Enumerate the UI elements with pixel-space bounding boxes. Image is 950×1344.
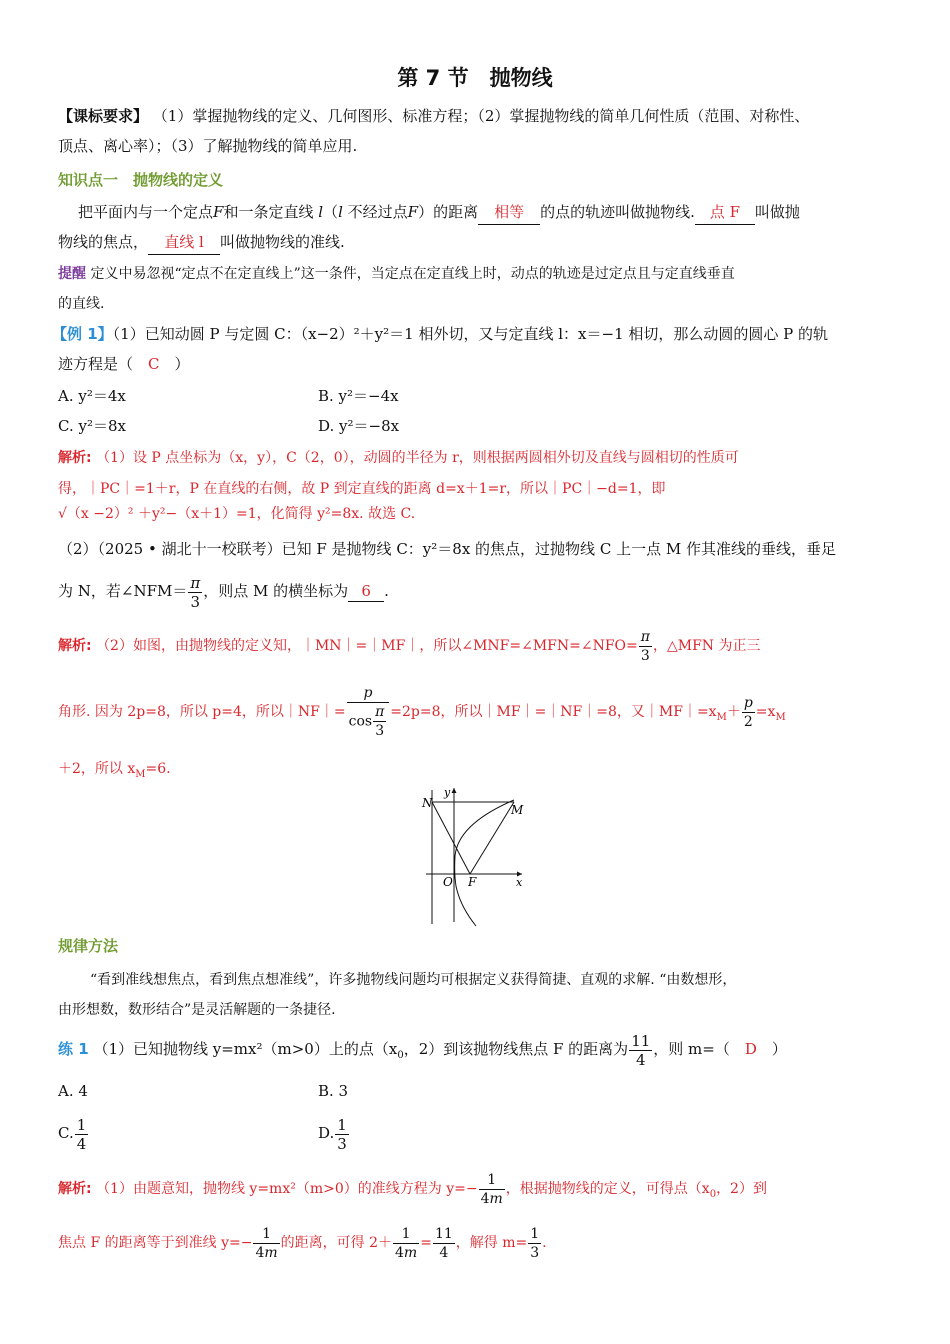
solution1-line-1 [58,446,739,470]
solution-text: ，根据抛物线的定义，可得点（x [505,1181,710,1197]
example1-q2-line-1: （2）（2025 • 湖北十一校联考）已知 F 是抛物线 C：y²＝8x 的焦点，过抛物线 C 上一点 M 作其准线的垂线，垂足 [58,540,836,558]
fraction-1-over-4m: $\frac{1}{4m}$ [480,1171,503,1207]
fraction-1-over-4: $\frac{1}{4}$ [76,1115,87,1153]
solution-text: 的距离，可得 2＋ [280,1235,392,1251]
requirements-line-1 [58,104,809,128]
fraction-1-over-4m: $\frac{1}{4m}$ [395,1225,418,1261]
page-title: 第 7 节 抛物线 [397,66,553,90]
practice-option-a: A. 4 [58,1082,88,1100]
parabola-curve [455,800,514,926]
q2-text: 为 N，若∠NFM＝ [58,582,188,600]
solution2-line-1 [58,625,760,667]
fraction-11-over-4: $\frac{11}{4}$ [631,1031,651,1069]
practice1-question: 练 1 （1）已知抛物线 y=mx²（m>0）上的点（$x_0$，2）到该抛物线焦点 F 的距离为 $\frac{11}{4}$ ，则 m=（ D ） [58,1031,787,1069]
solution-text: ，2）到 [716,1181,767,1197]
practice-option-b: B. 3 [318,1082,349,1100]
example-text: ） [159,355,190,373]
blank-answer-2: 点 F [695,200,755,225]
solution-text: = [420,1235,432,1251]
practice-option-d [318,1112,350,1154]
solution-text: =x [755,704,776,720]
solution-text: ，△MFN 为正三 [652,638,761,654]
label-f: F [468,875,477,889]
option-b: B. y²＝−4x [318,387,399,405]
solution1-line-2: 得，｜PC｜=1＋r，P 在直线的右侧，故 P 到定直线的距离 d=x＋1=r，所以｜PC｜−d=1，即 [58,481,666,497]
definition-line-2 [58,230,345,255]
label-n: N [422,796,433,810]
solution-text: （2）如图，由抛物线的定义知，｜MN｜=｜MF｜，所以∠MNF=∠MFN=∠NFO= [96,638,638,654]
solution-label: 解析: [58,450,92,466]
definition-line-1: 把平面内与一个定点F和一条定直线 l（l 不经过点F）的距离 相等 的点的轨迹叫做抛物线. 点 F 叫做抛 [78,200,800,225]
option-c: C. y²＝8x [58,417,126,435]
def-text: 叫做抛物线的准线. [220,233,345,251]
example-text: 迹方程是（ [58,355,149,373]
example-answer: C [148,355,160,373]
tip-text-1: 定义中易忽视“定点不在定直线上”这一条件，当定点在定直线上时，动点的轨迹是过定点且与定直线垂直 [90,266,735,282]
option-a: A. y²＝4x [58,387,126,405]
practice-text: ） [756,1040,787,1058]
fraction-1-over-3: $\frac{1}{3}$ [530,1225,540,1261]
practice-solution-line-1: 解析: （1）由题意知，抛物线 y=mx²（m>0）的准线方程为 y=− $\frac{1}{4m}$ ，根据抛物线的定义，可得点（$x_0$，2）到 [58,1171,767,1207]
label-m: M [511,803,524,817]
requirements-text-1: （1）掌握抛物线的定义、几何图形、标准方程；（2）掌握抛物线的简单几何性质（范围、对称性、 [152,107,810,125]
label-o: O [443,875,453,889]
blank-answer-3: 直线 l [148,230,220,255]
solution-text: （1）由题意知，抛物线 y=mx²（m>0）的准线方程为 y=− [96,1181,478,1197]
blank-answer-1: 相等 [478,200,540,225]
def-text: 物线的焦点， [58,233,149,251]
practice-answer: D [744,1040,757,1058]
solution-text: ＋2，所以 x [58,761,136,777]
fraction-11-over-4: $\frac{11}{4}$ [434,1225,453,1261]
practice-option-c [58,1112,89,1154]
example1-line-2 [58,352,190,376]
solution-label: 解析: [58,638,92,654]
solution-text: =6. [145,761,171,777]
q2-text: ，则点 M 的横坐标为 [203,582,349,600]
fraction-p-over-2: $\frac{p}{2}$ [743,694,753,730]
solution-text: ，解得 m= [455,1235,528,1251]
q2-text: . [384,582,389,600]
solution-text: 焦点 F 的距离等于到准线 y=− [58,1235,253,1251]
example-label: 【例 1】 [52,325,113,343]
y-axis-arrow [452,788,457,793]
example1-line-1 [52,322,828,346]
example1-q2-line-2 [58,570,389,612]
def-text: 的点的轨迹叫做抛物线. [540,203,695,221]
requirements-line-2: 顶点、离心率）；（3）了解抛物线的简单应用. [58,137,358,155]
option-label: C. [58,1124,74,1142]
option-d: D. y²＝−8x [318,417,400,435]
tip-label: 提醒 [58,266,86,282]
tip-line-2: 的直线. [58,296,105,312]
def-text: 把平面内与一个定点 [78,203,214,221]
solution2-line-2: 角形. 因为 2p=8，所以 p=4，所以｜NF｜= p cos $\frac{\pi}{3}$ =2p=8，所以｜MF｜=｜NF｜=8，又$|MF|=x_M+$ $\frac{p}{2}$ $=x_M$ [58,685,786,739]
fraction-1-over-4m: $\frac{1}{4m}$ [255,1225,278,1261]
requirements-label: 【课标要求】 [58,107,149,125]
def-text: 叫做抛 [754,203,800,221]
fraction-pi-over-3: $\frac{\pi}{3}$ [190,573,201,611]
segment-fm [470,802,514,874]
blank-answer-q2: 6 [348,581,384,602]
method-line-1: “看到准线想焦点，看到焦点想准线”，许多抛物线问题均可根据定义获得简捷、直观的求解. “由数想形， [90,972,737,988]
def-text: ）的距离 [418,203,479,221]
solution-text: ＋ [726,704,741,720]
label-x: x [516,876,523,889]
solution-label: 解析: [58,1181,92,1197]
parabola-figure [418,782,530,928]
solution1-line-3: √（x −2）² ＋y²−（x＋1）=1，化简得 y²=8x. 故选 C. [58,506,416,522]
practice-solution-line-2 [58,1222,547,1264]
def-text: 不经过点 [347,203,408,221]
method-line-2: 由形想数，数形结合”是灵活解题的一条捷径. [58,1002,336,1018]
solution-text: . [542,1235,547,1251]
fraction-1-over-3: $\frac{1}{3}$ [337,1115,347,1153]
def-text: （ [323,203,339,221]
method-heading: 规律方法 [58,937,119,955]
fraction-pi-over-3: $\frac{\pi}{3}$ [640,628,650,664]
practice-text: ，2）到该抛物线焦点 F 的距离为 [403,1040,629,1058]
practice-text: ，则 m=（ [653,1040,745,1058]
solution-text: 角形. 因为 2p=8，所以 p=4，所以｜NF｜= [58,704,346,720]
solution-text: （1）设 P 点坐标为（x，y），C（2，0），动圆的半径为 r，则根据两圆相外切及直线与圆相切的性质可 [96,450,739,466]
solution-text: =2p=8，所以｜MF｜=｜NF｜=8，又｜MF｜=x [390,704,717,720]
solution2-line-3: ＋2，所以 $x_M=6$. [58,761,171,780]
practice-label: 练 1 [58,1040,89,1058]
def-text: 和一条定直线 [223,203,314,221]
tip-line-1 [58,262,735,286]
example-text-1: （1）已知动圆 P 与定圆 C：（x−2）²＋y²＝1 相外切，又与定直线 l：x＝−1 相切，那么动圆的圆心 P 的轨 [112,325,829,343]
fraction-p-over-cos: p cos $\frac{\pi}{3}$ [347,684,390,740]
practice-text: （1）已知抛物线 y=mx²（m>0）上的点（x [93,1040,398,1058]
segment-nf [432,802,470,874]
option-label: D. [318,1124,335,1142]
label-y: y [444,786,451,799]
section-heading: 知识点一 抛物线的定义 [58,171,224,189]
